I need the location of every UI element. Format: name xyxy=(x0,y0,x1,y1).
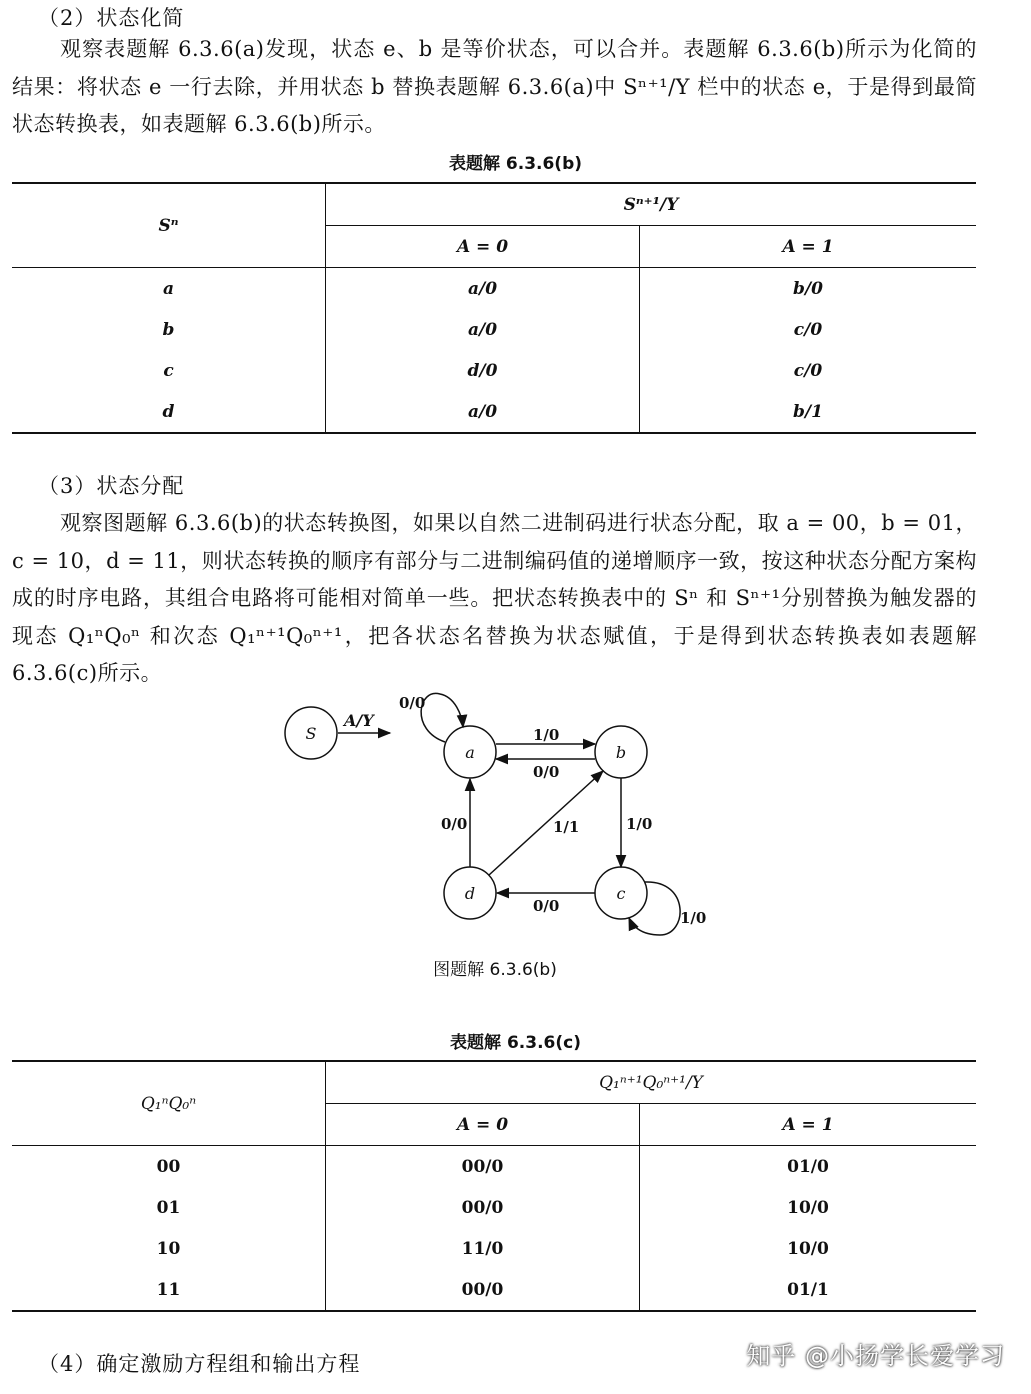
table-c xyxy=(12,1060,976,1312)
table-b-header-a0: A = 0 xyxy=(326,226,640,268)
table-b-cell: b/0 xyxy=(793,278,823,299)
section-3-paragraph: 观察图题解 6.3.6(b)的状态转换图，如果以自然二进制码进行状态分配，取 a = 00，b = 01，c = 10，d = 11，则状态转换的顺序有部分与二进制编码值的递增顺序一致，按这种状态分配方案构成的时序电路，其组合电路将可能相对简单一些。把状态转换表中的 Sⁿ 和 Sⁿ⁺¹分别替换为触发器的现态 Q₁ⁿQ₀ⁿ 和次态 Q₁ⁿ⁺¹Q₀ⁿ⁺¹，把各状态名替换为状态赋值，于是得到状态转换表如表题解 6.3.6(c)所示。 xyxy=(12,511,977,685)
table-c-header-next: Q₁ⁿ⁺¹Q₀ⁿ⁺¹/Y xyxy=(326,1061,977,1104)
legend-state-label: S xyxy=(305,724,317,743)
table-c-cell: 00/0 xyxy=(326,1146,640,1188)
table-c-cell: 11 xyxy=(12,1269,326,1311)
edge-label-a-to-b: 1/0 xyxy=(533,726,560,744)
edge-label-b-to-c: 1/0 xyxy=(626,815,653,833)
table-b xyxy=(12,182,976,434)
state-diagram xyxy=(0,680,1031,980)
table-b-cell: a xyxy=(12,268,326,310)
table-b-header-next: Sⁿ⁺¹/Y xyxy=(326,183,977,226)
table-b-header-state: Sⁿ xyxy=(12,183,326,268)
table-b-cell: b xyxy=(12,309,326,350)
edge-label-a-self: 0/0 xyxy=(399,694,426,712)
table-c-cell: 01 xyxy=(12,1187,326,1228)
table-b-cell: a/0 xyxy=(326,309,640,350)
table-b-cell: a/0 xyxy=(326,268,640,310)
table-c-cell: 10/0 xyxy=(787,1238,829,1259)
section-4-heading: （4）确定激励方程组和输出方程 xyxy=(38,1352,361,1376)
edge-label-d-to-b: 1/1 xyxy=(553,818,580,836)
edge-label-b-to-a: 0/0 xyxy=(533,763,560,781)
edge-d-to-b xyxy=(489,771,603,875)
edge-label-c-self: 1/0 xyxy=(680,909,707,927)
edge-a-self xyxy=(421,693,463,742)
table-row xyxy=(12,309,976,350)
table-b-cell: c xyxy=(12,350,326,391)
section-3-heading: （3）状态分配 xyxy=(38,474,185,498)
section-2-heading: （2）状态化简 xyxy=(38,6,185,30)
table-b-cell: b/1 xyxy=(640,391,977,433)
table-c-cell: 01/1 xyxy=(640,1269,977,1311)
table-c-cell: 11/0 xyxy=(326,1228,640,1269)
watermark: 知乎 @小扬学长爱学习 xyxy=(746,1342,1005,1370)
edge-label-c-to-d: 0/0 xyxy=(533,897,560,915)
table-c-header-a0: A = 0 xyxy=(326,1104,640,1146)
table-row xyxy=(12,1187,976,1228)
table-c-caption: 表题解 6.3.6(c) xyxy=(450,1033,581,1053)
table-row xyxy=(12,1228,976,1269)
state-label-a: a xyxy=(465,743,475,762)
edge-c-self xyxy=(629,882,680,935)
legend-arrow-label: A/Y xyxy=(344,711,374,730)
state-label-d: d xyxy=(464,884,476,903)
table-row xyxy=(12,1269,976,1311)
table-c-header-state: Q₁ⁿQ₀ⁿ xyxy=(12,1061,326,1146)
edge-label-d-to-a: 0/0 xyxy=(441,815,468,833)
table-b-cell: c/0 xyxy=(793,360,823,381)
table-b-cell: d xyxy=(12,391,326,433)
table-b-caption: 表题解 6.3.6(b) xyxy=(448,154,583,174)
table-c-cell: 10 xyxy=(12,1228,326,1269)
table-c-header-a1: A = 1 xyxy=(640,1104,977,1146)
table-b-cell: a/0 xyxy=(326,391,640,433)
table-c-cell: 10/0 xyxy=(787,1197,829,1218)
table-b-cell: d/0 xyxy=(326,350,640,391)
section-2-paragraph: 观察表题解 6.3.6(a)发现，状态 e、b 是等价状态，可以合并。表题解 6.3.6(b)所示为化简的结果：将状态 e 一行去除，并用状态 b 替换表题解 6.3.6(a)中 Sⁿ⁺¹/Y 栏中的状态 e，于是得到最简状态转换表，如表题解 6.3.6(b)所示。 xyxy=(12,37,977,136)
table-row xyxy=(12,1146,976,1188)
state-label-c: c xyxy=(616,884,626,903)
table-b-header-a1: A = 1 xyxy=(640,226,977,268)
table-b-cell: c/0 xyxy=(793,319,823,340)
table-c-cell: 00/0 xyxy=(326,1187,640,1228)
table-c-cell: 01/0 xyxy=(787,1156,829,1177)
diagram-caption: 图题解 6.3.6(b) xyxy=(433,960,557,980)
table-c-cell: 00 xyxy=(12,1146,326,1188)
state-label-b: b xyxy=(615,743,627,762)
table-row xyxy=(12,391,976,433)
table-c-cell: 00/0 xyxy=(326,1269,640,1311)
table-row xyxy=(12,350,976,391)
table-row xyxy=(12,268,976,310)
